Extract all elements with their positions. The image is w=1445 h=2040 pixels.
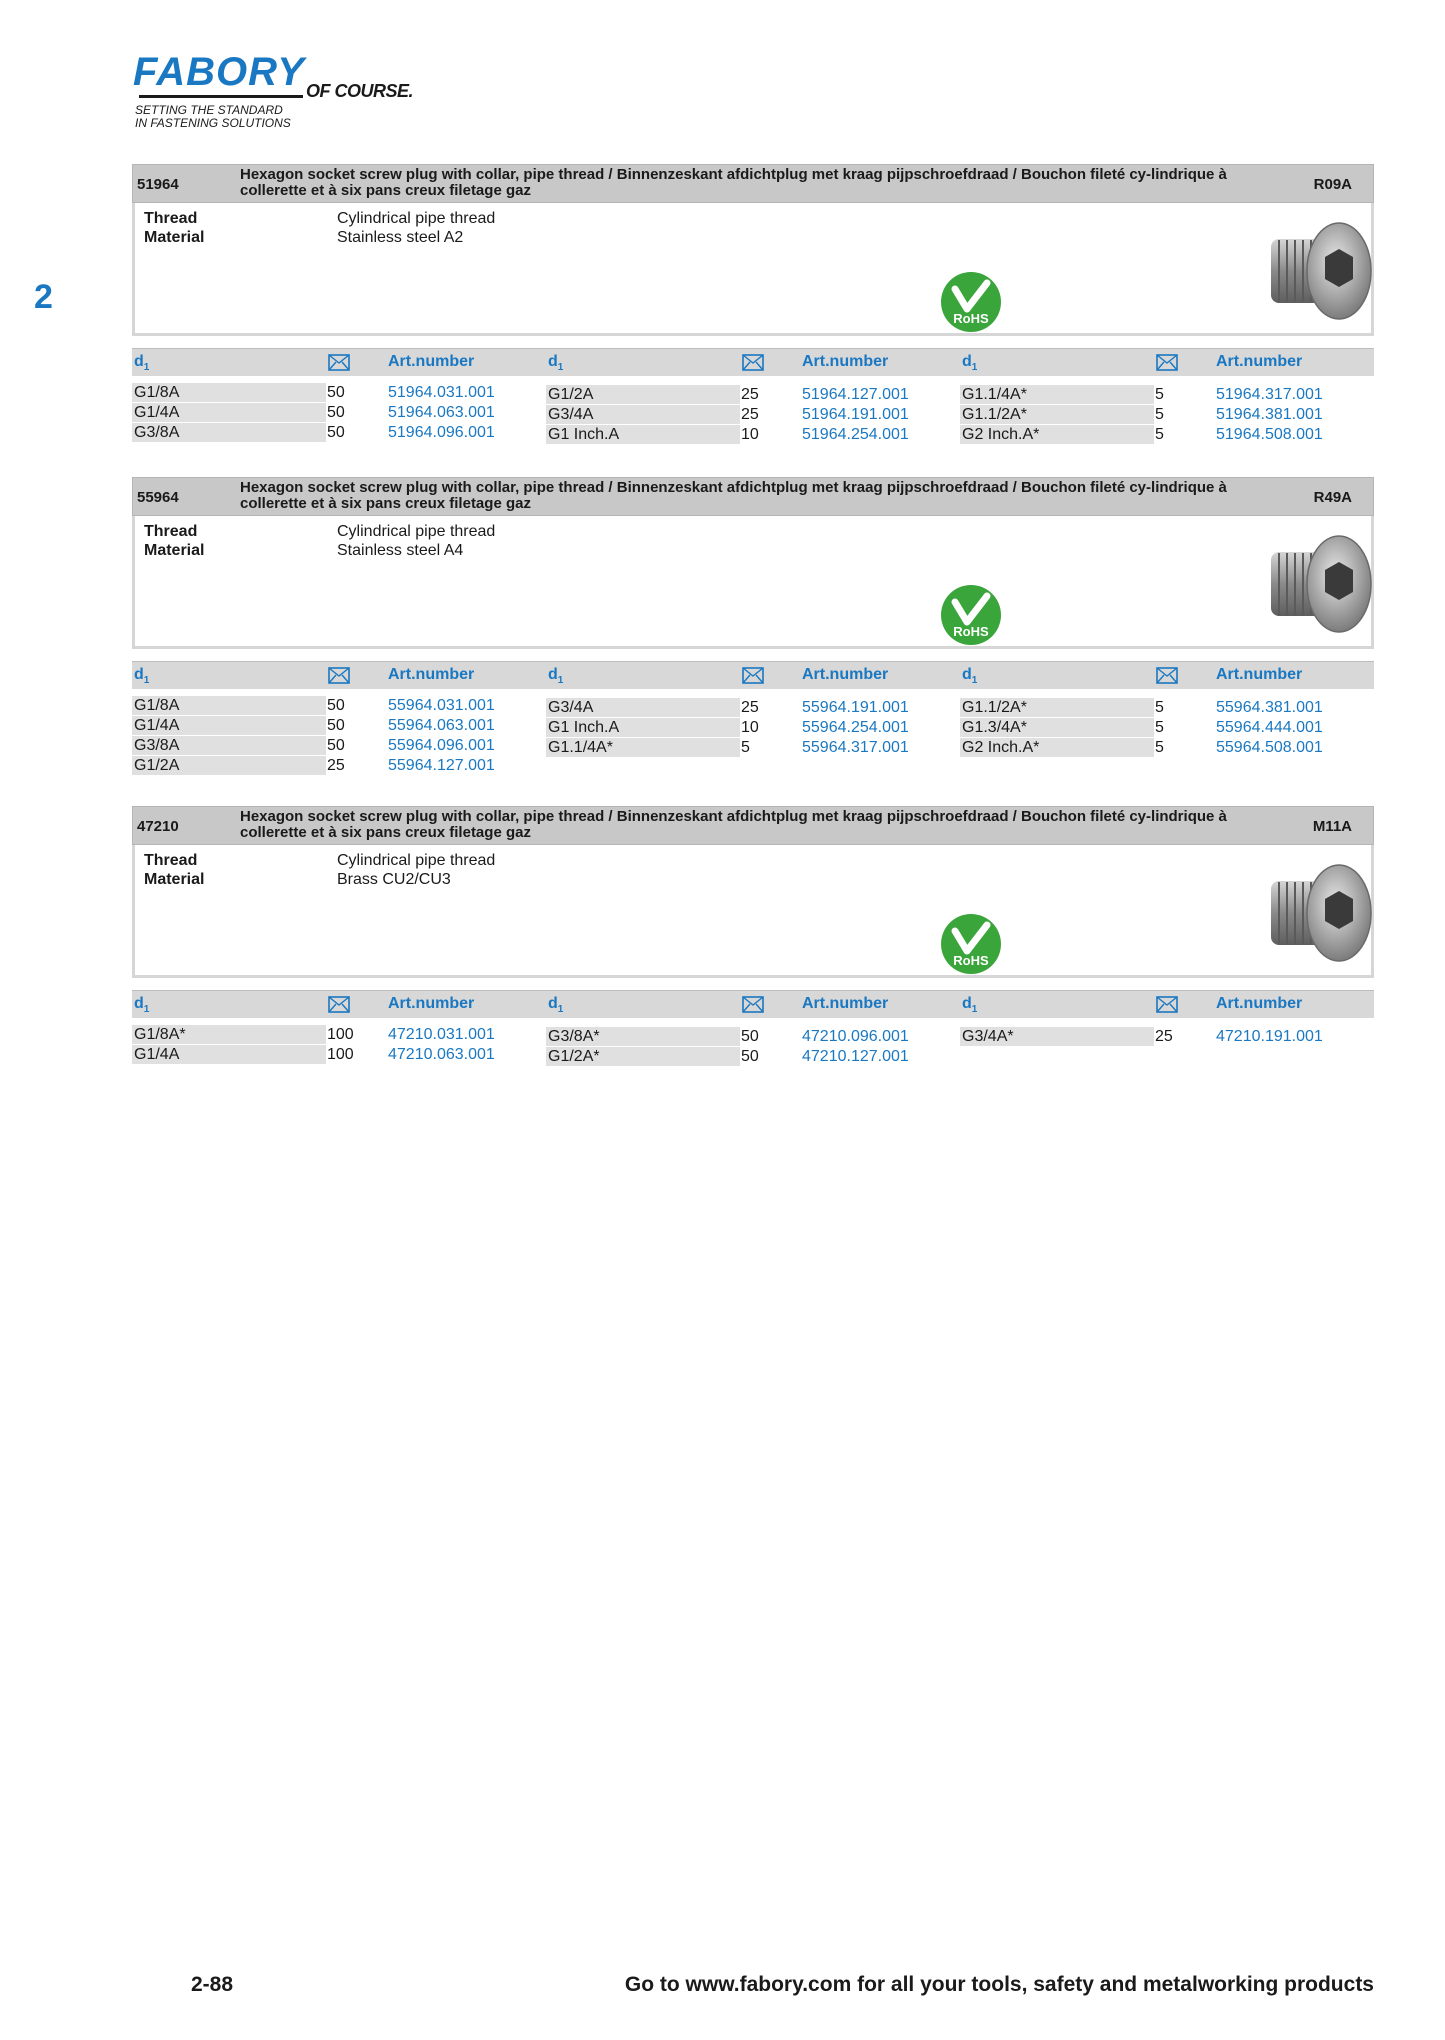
product-code[interactable]: 51964 [137,176,179,193]
article-number-link[interactable]: 55964.191.001 [802,699,909,716]
spec-label: Thread [144,210,198,227]
article-row[interactable] [960,385,1360,405]
article-row[interactable] [546,1027,946,1047]
envelope-icon [742,354,764,371]
package-quantity: 25 [741,699,759,716]
package-quantity: 5 [1155,406,1164,423]
d1-column-header [962,353,977,373]
article-row[interactable] [132,756,532,776]
article-number-link[interactable]: 51964.063.001 [388,404,495,421]
article-table-header [132,661,1374,689]
thread-size: G1/4A [132,1045,326,1064]
logo-tagline [135,104,291,130]
article-number-link[interactable]: 47210.191.001 [1216,1028,1323,1045]
spec-value: Cylindrical pipe thread [337,852,496,869]
thread-size: G2 Inch.A* [960,738,1154,757]
envelope-icon [328,667,350,684]
article-row[interactable] [546,698,946,718]
spec-label: Material [144,542,205,559]
thread-size: G1/2A [132,756,326,775]
spec-row [144,210,495,228]
art-number-column-header: Art.number [388,995,475,1012]
package-quantity: 100 [327,1026,354,1043]
d-label: d [134,995,144,1012]
spec-row [144,229,463,247]
art-number-column-header: Art.number [388,666,475,683]
rohs-badge-icon [940,913,1002,975]
d-subscript: 1 [971,362,978,374]
article-row[interactable] [546,738,946,758]
rohs-label: RoHS [953,624,989,639]
thread-size: G1/4A [132,716,326,735]
article-row[interactable] [132,1045,532,1065]
article-number-link[interactable]: 47210.096.001 [802,1028,909,1045]
rohs-badge-icon [940,271,1002,333]
rohs-label: RoHS [953,311,989,326]
article-number-link[interactable]: 51964.254.001 [802,426,909,443]
art-number-column-header: Art.number [1216,995,1303,1012]
rohs-badge-icon [940,584,1002,646]
d-subscript: 1 [143,1004,150,1016]
article-row[interactable] [546,425,946,445]
product-block [132,477,1374,776]
thread-size: G2 Inch.A* [960,425,1154,444]
d-label: d [962,666,972,683]
product-title: Hexagon socket screw plug with collar, pipe thread / Binnenzeskant afdichtplug met kraag pijpschroefdraad / Bouchon fileté cy-lindrique à collerette et à six pans creux filetage gaz [240,166,1227,199]
package-quantity: 50 [327,737,345,754]
thread-size: G3/8A* [546,1027,740,1046]
spec-value: Stainless steel A2 [337,229,464,246]
article-row[interactable] [132,383,532,403]
thread-size: G1.1/4A* [546,738,740,757]
thread-size: G1/8A* [132,1025,326,1044]
spec-value: Cylindrical pipe thread [337,523,496,540]
thread-size: G1 Inch.A [546,718,740,737]
envelope-icon [742,667,764,684]
thread-size: G3/4A [546,405,740,424]
article-number-link[interactable]: 55964.096.001 [388,737,495,754]
d-label: d [134,666,144,683]
product-code[interactable]: 55964 [137,489,179,506]
package-quantity: 25 [327,757,345,774]
package-quantity: 5 [741,739,750,756]
screw-plug-image [1267,219,1375,325]
d-subscript: 1 [143,362,150,374]
d-label: d [134,353,144,370]
package-quantity: 50 [327,384,345,401]
art-number-column-header: Art.number [802,995,889,1012]
product-title: Hexagon socket screw plug with collar, pipe thread / Binnenzeskant afdichtplug met kraag pijpschroefdraad / Bouchon fileté cy-lindrique à collerette et à six pans creux filetage gaz [240,808,1227,841]
article-row[interactable] [960,698,1360,718]
rohs-label: RoHS [953,953,989,968]
thread-size: G1 Inch.A [546,425,740,444]
article-number-link[interactable]: 51964.191.001 [802,406,909,423]
product-header [132,164,1374,203]
article-table-body [132,1025,1374,1065]
d-subscript: 1 [557,675,564,687]
article-row[interactable] [132,736,532,756]
logo-wordmark: FABORY [133,50,305,94]
article-row[interactable] [132,696,532,716]
product-code[interactable]: 47210 [137,818,179,835]
article-number-link[interactable]: 51964.508.001 [1216,426,1323,443]
package-quantity: 25 [741,406,759,423]
article-table-body [132,696,1374,776]
spec-label: Material [144,871,205,888]
article-number-link[interactable]: 55964.508.001 [1216,739,1323,756]
spec-label: Thread [144,523,198,540]
d-label: d [548,353,558,370]
article-number-link[interactable]: 47210.031.001 [388,1026,495,1043]
package-quantity: 100 [327,1046,354,1063]
article-number-link[interactable]: 47210.127.001 [802,1048,909,1065]
article-row[interactable] [546,718,946,738]
logo-slogan: OF COURSE. [306,81,414,101]
article-number-link[interactable]: 55964.381.001 [1216,699,1323,716]
article-number-link[interactable]: 47210.063.001 [388,1046,495,1063]
fabory-logo[interactable] [133,50,414,130]
thread-size: G3/4A [546,698,740,717]
package-quantity: 10 [741,719,759,736]
article-row[interactable] [960,738,1360,758]
article-row[interactable] [960,425,1360,445]
thread-size: G1/8A [132,383,326,402]
package-quantity: 5 [1155,426,1164,443]
d1-column-header [134,353,149,373]
tagline-line-2: IN FASTENING SOLUTIONS [135,116,291,130]
article-number-link[interactable]: 55964.254.001 [802,719,909,736]
art-number-column-header: Art.number [802,353,889,370]
screw-plug-image [1267,532,1375,638]
article-number-link[interactable]: 51964.317.001 [1216,386,1323,403]
article-number-link[interactable]: 55964.031.001 [388,697,495,714]
article-row[interactable] [132,423,532,443]
article-row[interactable] [132,403,532,423]
package-quantity: 10 [741,426,759,443]
d-subscript: 1 [143,675,150,687]
spec-row [144,542,463,560]
tagline-line-1: SETTING THE STANDARD [135,103,283,117]
thread-size: G3/4A* [960,1027,1154,1046]
package-quantity: 25 [741,386,759,403]
product-suffix-code: R09A [1313,176,1352,193]
d-subscript: 1 [557,362,564,374]
thread-size: G1.1/2A* [960,405,1154,424]
product-specs-panel [132,845,1374,978]
product-specs-panel [132,516,1374,649]
thread-size: G3/8A [132,736,326,755]
spec-row [144,871,451,889]
d-label: d [962,353,972,370]
article-number-link[interactable]: 55964.317.001 [802,739,909,756]
d1-column-header [962,995,977,1015]
logo-underline [139,95,303,98]
article-row[interactable] [132,1025,532,1045]
article-number-link[interactable]: 55964.063.001 [388,717,495,734]
article-table-body [132,383,1374,443]
article-number-link[interactable]: 51964.381.001 [1216,406,1323,423]
article-row[interactable] [546,1047,946,1067]
article-row[interactable] [546,385,946,405]
envelope-icon [742,996,764,1013]
package-quantity: 50 [327,424,345,441]
d1-column-header [548,666,563,686]
article-number-link[interactable]: 55964.444.001 [1216,719,1323,736]
page-number: 2-88 [191,1973,234,1996]
screw-plug-image [1267,861,1375,967]
article-number-link[interactable]: 55964.127.001 [388,757,495,774]
article-row[interactable] [132,716,532,736]
product-specs-panel [132,203,1374,336]
thread-size: G1.3/4A* [960,718,1154,737]
art-number-column-header: Art.number [1216,666,1303,683]
spec-label: Material [144,229,205,246]
d-label: d [548,666,558,683]
thread-size: G1/2A* [546,1047,740,1066]
art-number-column-header: Art.number [388,353,475,370]
d1-column-header [548,353,563,373]
product-title: Hexagon socket screw plug with collar, pipe thread / Binnenzeskant afdichtplug met kraag pijpschroefdraad / Bouchon fileté cy-lindrique à collerette et à six pans creux filetage gaz [240,479,1227,512]
spec-value: Stainless steel A4 [337,542,464,559]
spec-value: Brass CU2/CU3 [337,871,451,888]
d1-column-header [962,666,977,686]
article-number-link[interactable]: 51964.096.001 [388,424,495,441]
thread-size: G1.1/4A* [960,385,1154,404]
d1-column-header [134,995,149,1015]
envelope-icon [1156,996,1178,1013]
product-block [132,806,1374,1065]
package-quantity: 50 [327,717,345,734]
envelope-icon [328,996,350,1013]
article-table-header [132,348,1374,376]
article-row[interactable] [960,1027,1360,1047]
spec-row [144,523,495,541]
thread-size: G3/8A [132,423,326,442]
package-quantity: 50 [327,404,345,421]
product-suffix-code: R49A [1313,489,1352,506]
d-subscript: 1 [557,1004,564,1016]
envelope-icon [328,354,350,371]
chapter-marker: 2 [34,278,53,316]
package-quantity: 5 [1155,719,1164,736]
product-block [132,164,1374,443]
thread-size: G1.1/2A* [960,698,1154,717]
spec-label: Thread [144,852,198,869]
thread-size: G1/8A [132,696,326,715]
package-quantity: 50 [741,1028,759,1045]
package-quantity: 50 [741,1048,759,1065]
article-row[interactable] [960,405,1360,425]
spec-row [144,852,495,870]
spec-value: Cylindrical pipe thread [337,210,496,227]
footer-text: Go to www.fabory.com for all your tools, safety and metalworking products [624,1973,1374,1996]
package-quantity: 25 [1155,1028,1173,1045]
package-quantity: 5 [1155,739,1164,756]
d-subscript: 1 [971,675,978,687]
article-row[interactable] [546,405,946,425]
d-subscript: 1 [971,1004,978,1016]
article-table-header [132,990,1374,1018]
art-number-column-header: Art.number [802,666,889,683]
thread-size: G1/4A [132,403,326,422]
thread-size: G1/2A [546,385,740,404]
product-header [132,477,1374,516]
product-header [132,806,1374,845]
article-row[interactable] [960,718,1360,738]
d1-column-header [548,995,563,1015]
package-quantity: 5 [1155,699,1164,716]
d-label: d [548,995,558,1012]
article-number-link[interactable]: 51964.031.001 [388,384,495,401]
article-number-link[interactable]: 51964.127.001 [802,386,909,403]
d1-column-header [134,666,149,686]
package-quantity: 5 [1155,386,1164,403]
art-number-column-header: Art.number [1216,353,1303,370]
product-suffix-code: M11A [1312,818,1352,835]
d-label: d [962,995,972,1012]
envelope-icon [1156,354,1178,371]
envelope-icon [1156,667,1178,684]
package-quantity: 50 [327,697,345,714]
